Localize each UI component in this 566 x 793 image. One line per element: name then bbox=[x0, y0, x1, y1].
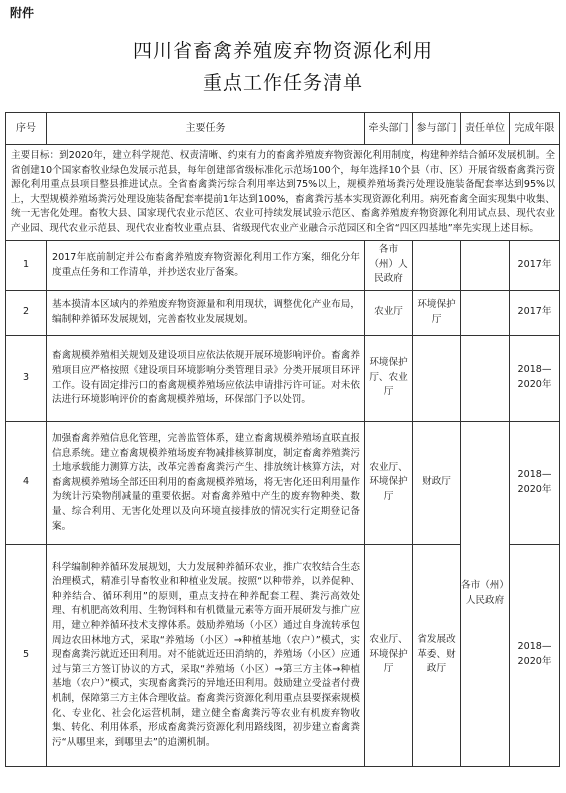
col-header-responsible: 责任单位 bbox=[461, 113, 510, 145]
row-lead: 农业厅、环境保护厅 bbox=[365, 544, 413, 766]
table-header-row bbox=[6, 113, 560, 145]
row-task: 科学编制种养循环发展规划，大力发展种养循环农业，推广农牧结合生态治理模式，精准引导畜牧业和种植业发展。按照“以种带养，以养促种、种养结合、循环利用”的原则，重点支持在种养配套工程、粪污高效处理、有机肥高效利用、生物饲料和有机微量元素等方面开展研发与推广应用，建立种养循环技术支撑体系。鼓励养殖场（小区）通过自身流转承包周边农田林地方式，采取“养殖场（小区）→种植基地（农户）”模式，实现畜禽粪污就近还田利用。对不能就近还田消纳的，养殖场（小区）应通过与第三方签订协议的方式，采取“养殖场（小区）→第三方主体→种植基地（农户）”模式，实现畜禽粪污的异地还田利用。鼓励建立受益者付费机制，保障第三方主体合理收益。畜禽粪污资源化利用重点县要探索规模化、专业化、社会化运营机制，建立健全畜禽粪污等农业有机废弃物收集、转化、利用体系，形成畜禽粪污资源化利用路线图，初步建立畜禽粪污“从哪里来，到哪里去”的追溯机制。 bbox=[47, 544, 365, 766]
table-row bbox=[6, 240, 560, 290]
row-seq: 5 bbox=[6, 544, 47, 766]
row-lead: 农业厅 bbox=[365, 290, 413, 335]
col-header-lead: 牵头部门 bbox=[365, 113, 413, 145]
col-header-participate: 参与部门 bbox=[413, 113, 461, 145]
row-deadline: 2017年 bbox=[510, 290, 560, 335]
row-task: 基本摸清本区域内的养殖废弃物资源量和利用现状，调整优化产业布局，编制种养循环发展规划，完善畜牧业发展规划。 bbox=[47, 290, 365, 335]
row-task: 畜禽规模养殖相关规划及建设项目应依法依规开展环境影响评价。畜禽养殖项目应严格按照《建设项目环境影响分类管理目录》分类开展项目环评工作。设有固定排污口的畜禽规模养殖场应依法申请排污许可证。对未依法进行环境影响评价的畜禽规模养殖场，环保部门予以处罚。 bbox=[47, 335, 365, 421]
row-seq: 2 bbox=[6, 290, 47, 335]
row-participate bbox=[413, 335, 461, 421]
table-row bbox=[6, 290, 560, 335]
responsible-empty-cell bbox=[461, 290, 510, 335]
row-lead: 各市（州）人民政府 bbox=[365, 240, 413, 290]
row-lead: 农业厅、环境保护厅 bbox=[365, 421, 413, 544]
responsible-unit: 各市（州）人民政府 bbox=[461, 421, 510, 766]
row-lead: 环境保护厅、农业厅 bbox=[365, 335, 413, 421]
row-deadline: 2017年 bbox=[510, 240, 560, 290]
row-participate bbox=[413, 240, 461, 290]
row-participate: 省发展改革委、财政厅 bbox=[413, 544, 461, 766]
col-header-task: 主要任务 bbox=[47, 113, 365, 145]
table-row bbox=[6, 335, 560, 421]
row-participate: 环境保护厅 bbox=[413, 290, 461, 335]
goal-row bbox=[6, 145, 560, 241]
table-row bbox=[6, 421, 560, 544]
row-deadline: 2018—2020年 bbox=[510, 335, 560, 421]
document-title-line2: 重点工作任务清单 bbox=[202, 72, 363, 94]
col-header-deadline: 完成年限 bbox=[510, 113, 560, 145]
row-deadline: 2018—2020年 bbox=[510, 421, 560, 544]
main-goal-text: 主要目标：到2020年，建立科学规范、权责清晰、约束有力的畜禽养殖废弃物资源化利用制度，构建种养结合循环发展机制。全省创建10个国家畜牧业绿色发展示范县，每年创建部省级标准化示范场100个，每年选择10个县（市、区）开展省级畜禽粪污资源化利用重点县项目整县推进试点。全省畜禽粪污综合利用率达到75%以上，规模养殖场粪污处理设施装备配套率达到95%以上，大型规模养殖场粪污处理设施装备配套率提前1年达到100%，畜禽粪污基本实现资源化利用。病死畜禽全面实现集中收集、统一无害化处理。畜牧大县、国家现代农业示范区、农业可持续发展试验示范区、畜禽养殖废弃物资源化利用试点县、现代农业产业园、现代农业示范县、现代农业畜牧业重点县、省级现代农业产业融合示范园区和全省“四区四基地”率先实现上述目标。 bbox=[6, 145, 560, 241]
attachment-label: 附件 bbox=[10, 6, 35, 20]
row-seq: 4 bbox=[6, 421, 47, 544]
document-title-line1: 四川省畜禽养殖废弃物资源化利用 bbox=[132, 40, 433, 62]
row-task: 加强畜禽养殖信息化管理，完善监管体系，建立畜禽规模养殖场直联直报信息系统。建立畜禽规模养殖场废弃物减排核算制度，制定畜禽养殖粪污土地承载能力测算方法，改革完善畜禽粪污产生、排放统计核算方法，对畜禽规模养殖场全部还田利用的畜禽规模养殖场，将无害化还田利用量作为统计污染物削减量的重要依据。对畜禽养殖中产生的废弃物种类、数量、综合利用、无害化处理以及向环境直接排放的情况实行定期登记备案。 bbox=[47, 421, 365, 544]
row-seq: 3 bbox=[6, 335, 47, 421]
responsible-empty-cell bbox=[461, 240, 510, 290]
row-deadline: 2018—2020年 bbox=[510, 544, 560, 766]
responsible-empty-cell bbox=[461, 335, 510, 421]
col-header-seq: 序号 bbox=[6, 113, 47, 145]
task-table bbox=[5, 112, 560, 767]
row-seq: 1 bbox=[6, 240, 47, 290]
row-task: 2017年底前制定并公布畜禽养殖废弃物资源化利用工作方案，细化分年度重点任务和工作清单，并抄送农业厅备案。 bbox=[47, 240, 365, 290]
row-participate: 财政厅 bbox=[413, 421, 461, 544]
